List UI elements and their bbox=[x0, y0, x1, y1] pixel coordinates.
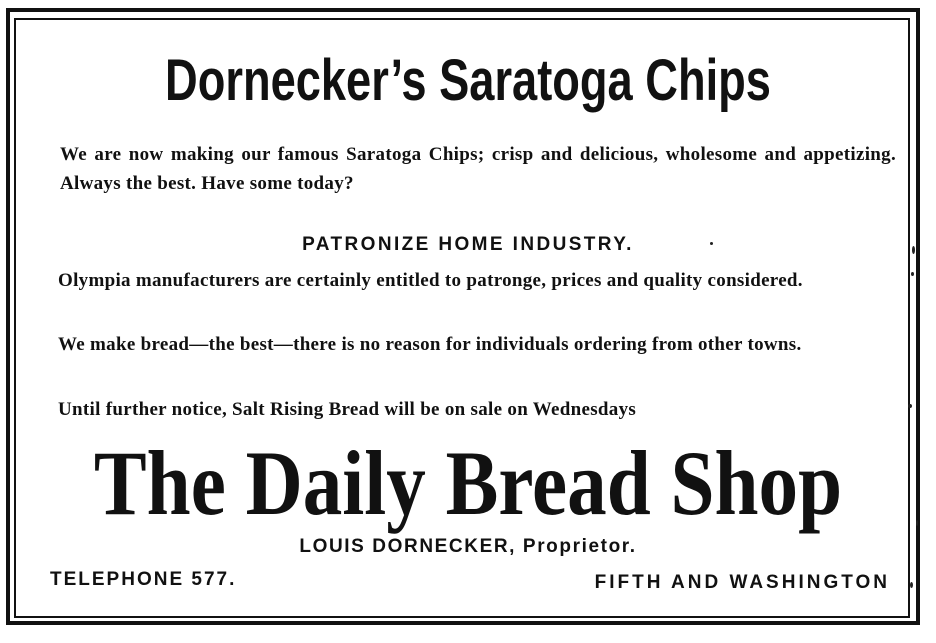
ad-paragraph-manufacturers: Olympia manufacturers are certainly entitled to patronge, prices and quality considered. bbox=[58, 270, 803, 291]
print-speck bbox=[912, 246, 915, 254]
ad-paragraph-bread: We make bread—the best—there is no reason for individuals ordering from other towns. bbox=[58, 334, 802, 355]
shop-address: FIFTH AND WASHINGTON bbox=[594, 572, 890, 593]
shop-name: The Daily Bread Shop bbox=[93, 432, 843, 534]
print-speck bbox=[916, 520, 918, 526]
proprietor-line: LOUIS DORNECKER, Proprietor. bbox=[299, 536, 637, 557]
print-speck bbox=[908, 404, 912, 408]
ad-paragraph-salt-rising: Until further notice, Salt Rising Bread will be on sale on Wednesdays bbox=[58, 399, 637, 420]
print-speck bbox=[910, 582, 913, 588]
telephone-number: TELEPHONE 577. bbox=[50, 569, 237, 590]
print-speck bbox=[911, 272, 914, 276]
ad-paragraph-chips: We are now making our famous Saratoga Chips; crisp and delicious, wholesome and appetizing. Always the best. Have some today? bbox=[60, 144, 896, 194]
ad-headline: Dornecker’s Saratoga Chips bbox=[165, 48, 771, 113]
print-speck bbox=[710, 242, 713, 245]
ad-subheading: PATRONIZE HOME INDUSTRY. bbox=[302, 234, 634, 255]
